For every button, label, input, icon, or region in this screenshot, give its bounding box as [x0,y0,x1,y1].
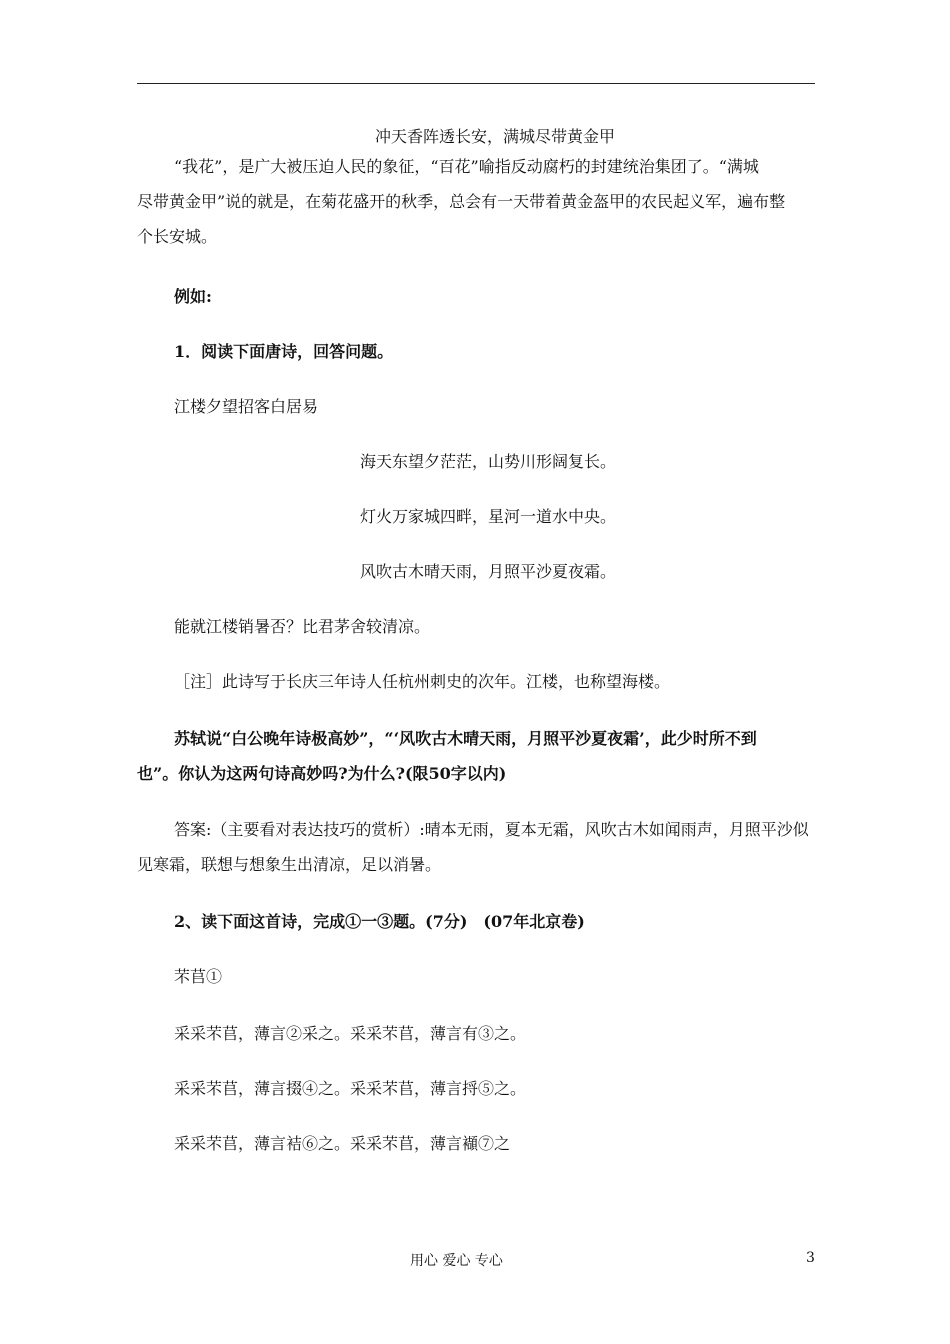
poem-line: 海天东望夕茫茫，山势川形阔复长。 [360,452,617,471]
question-text: 苏轼说“白公晚年诗极高妙”，“‘风吹古木晴天雨，月照平沙夏夜霜’，此少时所不到 [174,729,757,748]
poem-line: 采采芣苢，薄言掇④之。采采芣苢，薄言捋⑤之。 [174,1079,527,1098]
page-footer: 用心 爱心 专心 [410,1253,503,1269]
poem-title: 江楼夕望招客白居易 [174,397,319,416]
paragraph-line: 个长安城。 [137,227,218,246]
poem-title: 芣苢① [174,967,223,986]
example-label: 例如: [174,287,212,306]
page-number: 3 [806,1250,815,1266]
section-title: 冲天香阵透长安，满城尽带黄金甲 [374,127,615,146]
answer-text: 答案:（主要看对表达技巧的赏析）:晴本无雨，夏本无霜，风吹古木如闻雨声，月照平沙似 [174,820,809,839]
poem-line: 风吹古木晴天雨，月照平沙夏夜霜。 [360,562,617,581]
poem-line: 采采芣苢，薄言袺⑥之。采采芣苢，薄言襭⑦之 [174,1134,511,1153]
poem-line: 灯火万家城四畔，星河一道水中央。 [360,507,617,526]
poem-line: 采采芣苢，薄言②采之。采采芣苢，薄言有③之。 [174,1024,527,1043]
poem-note: ［注］此诗写于长庆三年诗人任杭州刺史的次年。江楼，也称望海楼。 [174,672,671,691]
question-1-heading: 1．阅读下面唐诗，回答问题。 [174,342,394,361]
poem-line: 能就江楼销暑否？比君茅舍较清凉。 [174,617,431,636]
question-text: 也”。你认为这两句诗高妙吗?为什么?(限50字以内) [137,764,507,783]
header-rule [137,83,815,84]
paragraph-line: “我花”，是广大被压迫人民的象征，“百花”喻指反动腐朽的封建统治集团了。“满城 [174,157,759,176]
answer-text: 见寒霜，联想与想象生出清凉，足以消暑。 [137,855,442,874]
question-2-heading: 2、读下面这首诗，完成①一③题。(7分) (07年北京卷) [174,912,585,931]
paragraph-line: 尽带黄金甲”说的就是，在菊花盛开的秋季，总会有一天带着黄金盔甲的农民起义军，遍布整 [137,192,786,211]
